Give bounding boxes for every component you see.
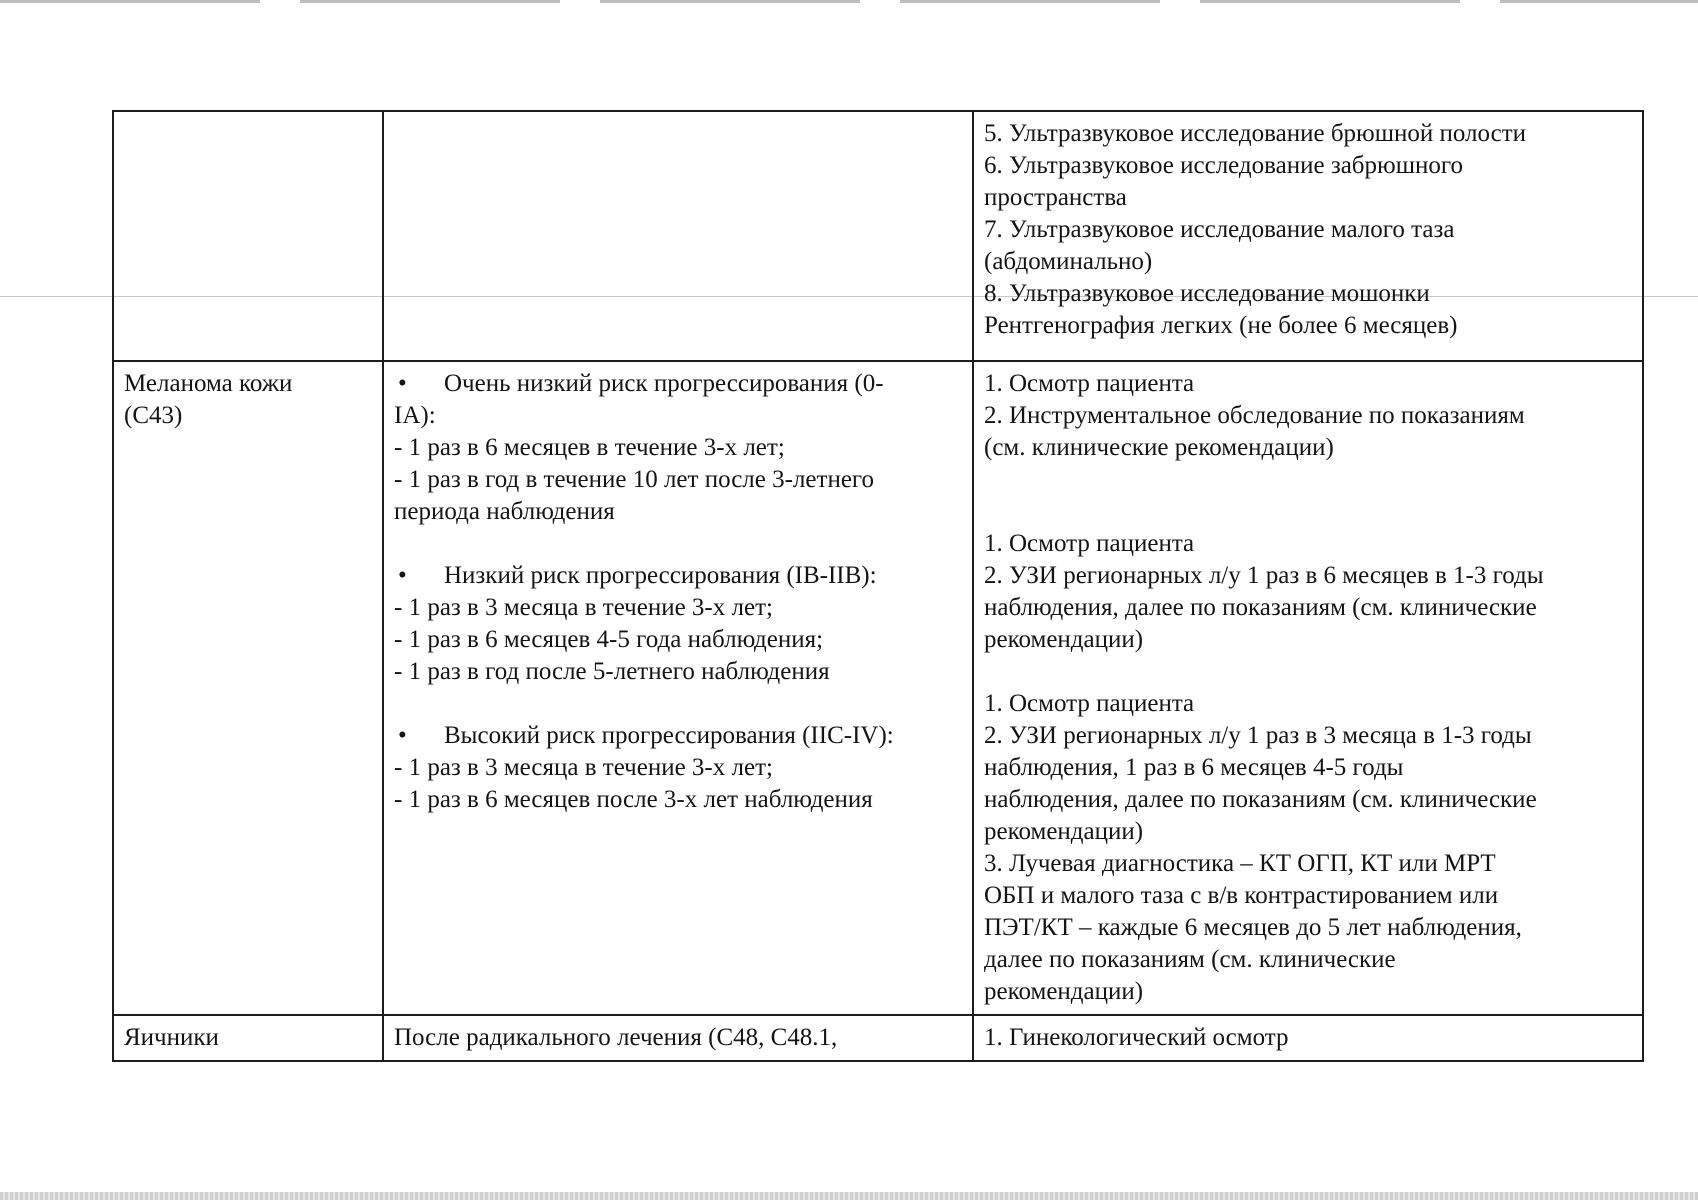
exam-line: 8. Ультразвуковое исследование мошонки	[984, 280, 1430, 307]
spacer	[394, 688, 962, 720]
exam-line: 6. Ультразвуковое исследование забрюшного	[984, 152, 1463, 179]
exam-line: 2. Инструментальное обследование по показаниям	[984, 402, 1525, 429]
risk-title-text: Очень низкий риск прогрессирования (0-	[444, 370, 884, 397]
diagnosis-name: Яичники	[124, 1024, 219, 1051]
cell-examinations	[973, 111, 1643, 361]
frequency-item: - 1 раз в год в течение 10 лет после 3-летнего	[394, 466, 875, 493]
risk-group-title	[394, 560, 962, 592]
exam-line: наблюдения, далее по показаниям (см. клинические	[984, 594, 1537, 621]
table-row	[113, 111, 1643, 361]
exam-line: 2. УЗИ регионарных л/у 1 раз в 3 месяца в 1-3 годы	[984, 722, 1532, 749]
frequency-item: периода наблюдения	[394, 498, 615, 525]
bullet-icon: •	[398, 722, 407, 749]
risk-title-text: Низкий риск прогрессирования (IB-IIB):	[444, 562, 877, 589]
diagnosis-code: (С43)	[124, 402, 183, 429]
scan-top-edge	[0, 0, 1698, 3]
exam-line: ПЭТ/КТ – каждые 6 месяцев до 5 лет наблюдения,	[984, 914, 1522, 941]
spacer	[984, 496, 1632, 528]
exam-line: рекомендации)	[984, 626, 1144, 653]
exam-line: 1. Гинекологический осмотр	[984, 1024, 1289, 1051]
frequency-item: - 1 раз в 3 месяца в течение 3-х лет;	[394, 594, 773, 621]
bullet-icon: •	[398, 370, 407, 397]
risk-group-title	[394, 368, 962, 400]
exam-line: 2. УЗИ регионарных л/у 1 раз в 6 месяцев в 1-3 годы	[984, 562, 1544, 589]
exam-line: 5. Ультразвуковое исследование брюшной полости	[984, 120, 1527, 147]
risk-group-title	[394, 720, 962, 752]
cell-frequency	[383, 1015, 973, 1061]
frequency-item: После радикального лечения (С48, С48.1,	[394, 1024, 838, 1051]
exam-line: рекомендации)	[984, 978, 1144, 1005]
exam-line: 1. Осмотр пациента	[984, 690, 1195, 717]
risk-title-text: Высокий риск прогрессирования (IIC-IV):	[444, 722, 894, 749]
spacer	[984, 656, 1632, 688]
cell-examinations	[973, 361, 1643, 1015]
exam-line: (см. клинические рекомендации)	[984, 434, 1334, 461]
spacer	[394, 528, 962, 560]
exam-line: пространства	[984, 184, 1127, 211]
cell-diagnosis	[113, 361, 383, 1015]
exam-line: ОБП и малого таза с в/в контрастированием или	[984, 882, 1499, 909]
frequency-item: - 1 раз в 6 месяцев в течение 3-х лет;	[394, 434, 785, 461]
exam-line: наблюдения, 1 раз в 6 месяцев 4-5 годы	[984, 754, 1404, 781]
exam-line: наблюдения, далее по показаниям (см. клинические	[984, 786, 1537, 813]
cell-frequency	[383, 111, 973, 361]
table-row-ovaries	[113, 1015, 1643, 1061]
cell-diagnosis	[113, 1015, 383, 1061]
exam-line: 1. Осмотр пациента	[984, 530, 1195, 557]
frequency-item: - 1 раз в 6 месяцев 4-5 года наблюдения;	[394, 626, 824, 653]
exam-line: 1. Осмотр пациента	[984, 370, 1195, 397]
exam-line: Рентгенография легких (не более 6 месяцев)	[984, 312, 1458, 339]
frequency-item: - 1 раз в 6 месяцев после 3-х лет наблюдения	[394, 786, 873, 813]
table-row-melanoma	[113, 361, 1643, 1015]
risk-title-cont: IA):	[394, 402, 436, 429]
cell-examinations	[973, 1015, 1643, 1061]
exam-line: рекомендации)	[984, 818, 1144, 845]
frequency-item: - 1 раз в год после 5-летнего наблюдения	[394, 658, 830, 685]
scan-bottom-edge	[0, 1192, 1698, 1200]
follow-up-table	[112, 110, 1644, 1062]
cell-frequency	[383, 361, 973, 1015]
spacer	[984, 464, 1632, 496]
cell-diagnosis	[113, 111, 383, 361]
frequency-item: - 1 раз в 3 месяца в течение 3-х лет;	[394, 754, 773, 781]
diagnosis-name: Меланома кожи	[124, 370, 293, 397]
exam-line: (абдоминально)	[984, 248, 1153, 275]
bullet-icon: •	[398, 562, 407, 589]
exam-line: 7. Ультразвуковое исследование малого таза	[984, 216, 1455, 243]
exam-line: далее по показаниям (см. клинические	[984, 946, 1396, 973]
exam-line: 3. Лучевая диагностика – КТ ОГП, КТ или МРТ	[984, 850, 1496, 877]
